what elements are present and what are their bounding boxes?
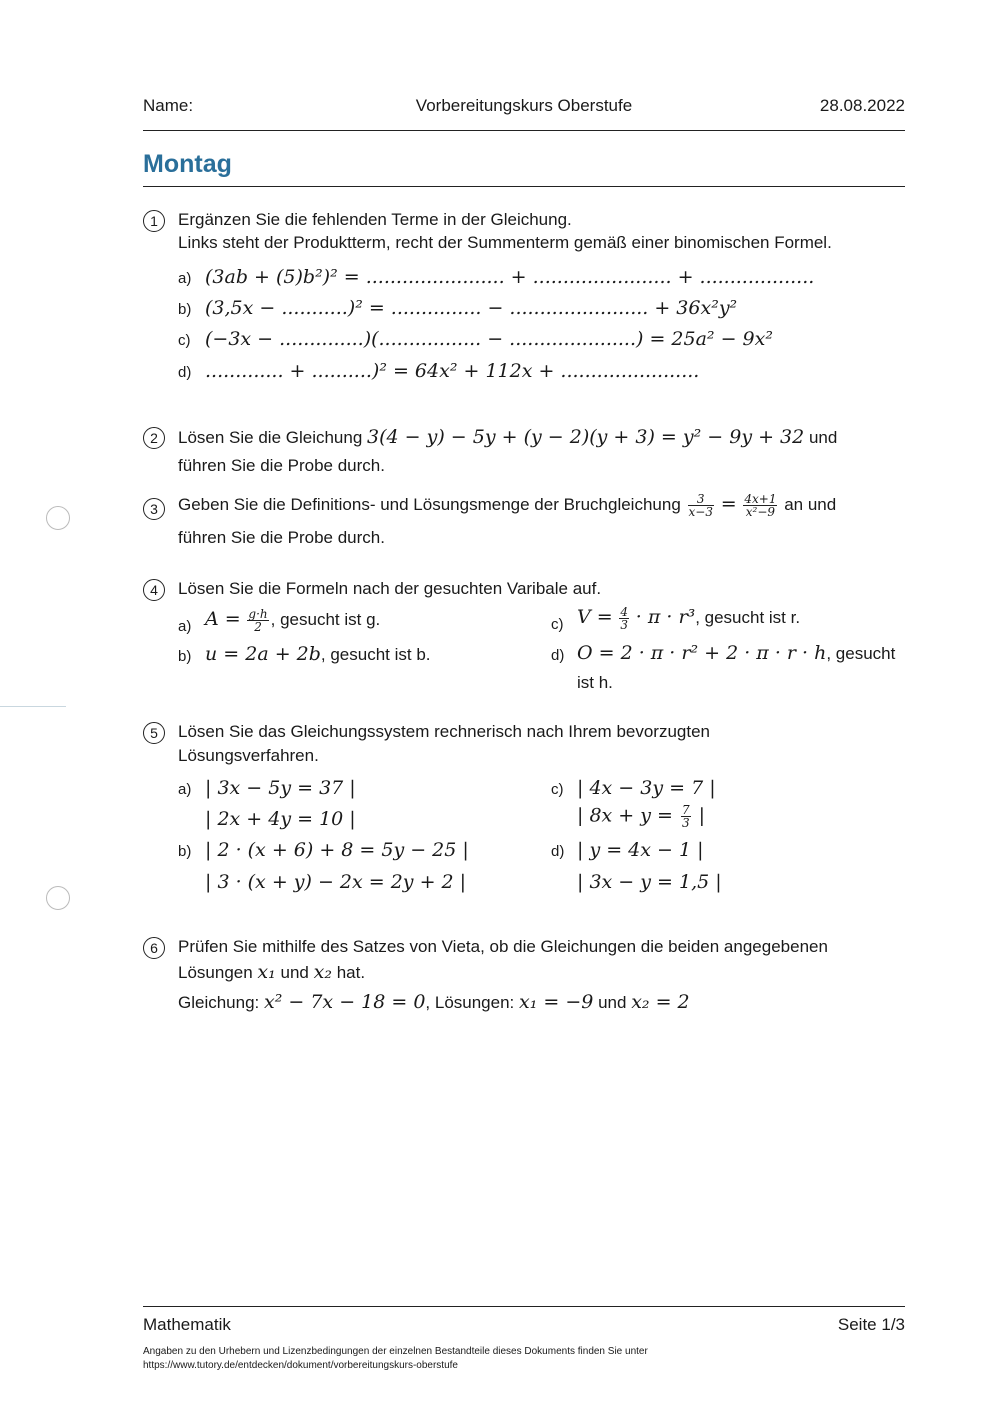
task6-instruction-3 (178, 990, 690, 1015)
task4-item-c (577, 606, 800, 631)
solution-2: x₂ = 2 (631, 991, 690, 1013)
task-number: 2 (143, 427, 165, 449)
license-note (143, 1345, 843, 1373)
formula-text: , gesucht ist r. (695, 608, 801, 627)
formula-fraction (247, 608, 268, 633)
text-part: und (280, 963, 309, 982)
task4-item-d (577, 642, 895, 664)
formula-rest: · π · r³ (635, 606, 696, 628)
system-d-eq1: | y = 4x − 1 | (577, 839, 704, 861)
task-number: 1 (143, 210, 165, 232)
system-c-eq2 (577, 804, 705, 829)
item-label: c) (178, 332, 191, 349)
system-a-eq2: | 2x + 4y = 10 | (205, 808, 356, 830)
fraction-denominator: 3 (681, 816, 690, 830)
name-label: Name: (143, 96, 194, 115)
text-part: und (598, 993, 627, 1012)
fraction-numerator: g·h (248, 607, 268, 622)
task4-item-b (205, 643, 431, 665)
text-part: , Lösungen: (425, 993, 515, 1012)
formula-expr: u = 2a + 2b (205, 643, 321, 665)
task6-equation: x² − 7x − 18 = 0 (264, 991, 426, 1013)
task4-item-d-continued: ist h. (577, 673, 613, 692)
task2-prefix: Lösen Sie die Gleichung (178, 428, 363, 447)
task1-equation-d: ............. + ..........)² = 64x² + 112x + ....................... (205, 360, 700, 382)
item-label: b) (178, 301, 192, 318)
task3-fraction-1 (688, 493, 714, 518)
footer-subject: Mathematik (143, 1315, 231, 1334)
fraction-denominator: x−3 (688, 505, 713, 520)
task3-instruction-2: führen Sie die Probe durch. (178, 528, 385, 547)
system-c-eq1: | 4x − 3y = 7 | (577, 777, 716, 799)
license-note-url: https://www.tutory.de/entdecken/dokument/vorbereitungskurs-oberstufe (143, 1360, 458, 1371)
item-label: d) (551, 647, 565, 664)
formula-text: , gesucht (826, 644, 896, 663)
task3-instruction (178, 492, 836, 518)
formula-lhs: A = (205, 608, 241, 630)
item-label: b) (178, 648, 192, 665)
task5-instruction-1: Lösen Sie das Gleichungssystem rechnerisch nach Ihrem bevorzugten (178, 722, 711, 741)
section-title: Montag (143, 150, 905, 187)
formula-fraction (619, 606, 629, 631)
task1-equation-a: (3ab + (5)b²)² = ....................... + ....................... + ................... (205, 266, 815, 288)
item-label: a) (178, 781, 192, 798)
fold-mark (0, 706, 66, 707)
equation-part: | (698, 804, 706, 827)
task1-instruction-2: Links steht der Produktterm, recht der Summenterm gemäß einer binomischen Formel. (178, 233, 832, 252)
task2-suffix: und (808, 428, 838, 447)
variable-x1: x₁ (257, 961, 276, 983)
item-label: b) (178, 843, 192, 860)
fraction-numerator: 4 (620, 605, 629, 620)
equation-part: | 8x + y = (577, 804, 673, 827)
document-date: 28.08.2022 (819, 96, 905, 115)
page-footer (143, 1306, 905, 1371)
system-b-eq2: | 3 · (x + y) − 2x = 2y + 2 | (205, 871, 467, 893)
item-label: a) (178, 270, 192, 287)
formula-text: , gesucht ist g. (270, 610, 381, 629)
task3-suffix: an und (784, 495, 837, 514)
task-number: 3 (143, 498, 165, 520)
formula-lhs: V = (577, 606, 613, 628)
task3-prefix: Geben Sie die Definitions- und Lösungsmenge der Bruchgleichung (178, 495, 681, 514)
fraction-numerator: 3 (688, 493, 714, 506)
task2-equation: 3(4 − y) − 5y + (y − 2)(y + 3) = y² − 9y + 32 (367, 426, 805, 448)
task2-instruction (178, 425, 837, 450)
item-label: d) (551, 843, 565, 860)
task-number: 6 (143, 937, 165, 959)
fraction-numerator: 4x+1 (744, 492, 777, 507)
text-part: Gleichung: (178, 993, 260, 1012)
item-label: a) (178, 618, 192, 635)
item-label: d) (178, 364, 192, 381)
task-number: 4 (143, 579, 165, 601)
task1-equation-b: (3,5x − ...........)² = ............... − ....................... + 36x²y² (205, 297, 738, 319)
formula-text: , gesucht ist b. (320, 645, 431, 664)
license-note-text: Angaben zu den Urhebern und Lizenzbedingungen der einzelnen Bestandteile dieses Dokuments finden Sie unter (143, 1346, 648, 1357)
task-number: 5 (143, 722, 165, 744)
solution-1: x₁ = −9 (519, 991, 594, 1013)
item-label: c) (551, 616, 564, 633)
task3-fraction-2 (743, 493, 777, 518)
task1-equation-c: (−3x − ..............)(................. − .....................) = 25a² − 9x² (205, 328, 773, 350)
task6-instruction-1: Prüfen Sie mithilfe des Satzes von Vieta, ob die Gleichungen die beiden angegebenen (178, 937, 828, 956)
task4-instruction: Lösen Sie die Formeln nach der gesuchten Varibale auf. (178, 579, 602, 598)
document-title: Vorbereitungskurs Oberstufe (415, 96, 633, 115)
task4-item-a (205, 608, 380, 633)
item-label: c) (551, 781, 564, 798)
equation-fraction (681, 804, 691, 829)
text-part: hat. (336, 963, 366, 982)
fraction-denominator: x²−9 (745, 505, 776, 520)
punch-hole-circle (46, 506, 70, 530)
page-header (143, 94, 905, 131)
formula-expr: O = 2 · π · r² + 2 · π · r · h (577, 642, 827, 664)
system-a-eq1: | 3x − 5y = 37 | (205, 777, 356, 799)
fraction-numerator: 7 (681, 803, 690, 817)
task5-instruction-2: Lösungsverfahren. (178, 746, 319, 765)
task2-instruction-2: führen Sie die Probe durch. (178, 456, 385, 475)
fraction-denominator: 2 (254, 620, 262, 635)
text-part: Lösungen (178, 963, 253, 982)
task1-instruction-1: Ergänzen Sie die fehlenden Terme in der Gleichung. (178, 210, 572, 229)
system-d-eq2: | 3x − y = 1,5 | (577, 871, 722, 893)
punch-hole-circle (46, 886, 70, 910)
equals-sign: = (720, 493, 737, 515)
task6-instruction-2 (178, 960, 365, 985)
page-number: Seite 1/3 (837, 1315, 905, 1334)
fraction-denominator: 3 (620, 618, 629, 633)
variable-x2: x₂ (313, 961, 332, 983)
system-b-eq1: | 2 · (x + 6) + 8 = 5y − 25 | (205, 839, 469, 861)
